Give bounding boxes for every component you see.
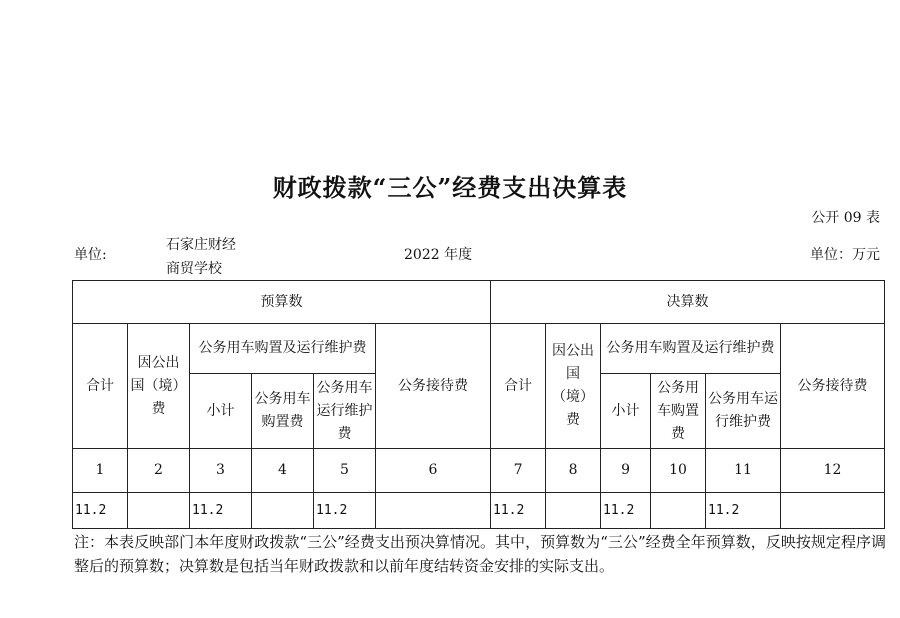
budget-total-header: 合计 (73, 324, 128, 449)
value-cell (128, 493, 190, 529)
abroad-line-3: 费 (566, 412, 581, 428)
budget-subtotal-header: 小计 (190, 374, 252, 449)
abroad-line-1: 因公出 (137, 354, 180, 371)
form-number: 公开 09 表 (811, 210, 880, 226)
col-number: 10 (651, 449, 706, 493)
final-total-header: 合计 (491, 324, 546, 449)
budget-car-operation-header: 公务用车运行维护费 (314, 374, 376, 449)
value-cell: 11.2 (491, 493, 546, 529)
abroad-line-2: 国（境） (552, 366, 595, 405)
budget-header: 预算数 (73, 281, 491, 324)
value-cell (252, 493, 314, 529)
abroad-line-2: 国（境） (130, 377, 187, 394)
final-header: 决算数 (491, 281, 885, 324)
budget-car-purchase-header: 公务用车购置费 (252, 374, 314, 449)
fiscal-year: 2022 年度 (404, 247, 473, 263)
final-reception-header: 公务接待费 (781, 324, 885, 449)
footnote: 注：本表反映部门本年度财政拨款“三公”经费支出预决算情况。其中，预算数为“三公”经费全年预算数，反映按规定程序调整后的预算数；决算数是包括当年财政拨款和以前年度结转资金安排的实际支出。 (74, 533, 886, 575)
budget-abroad-header (128, 324, 190, 449)
budget-reception-header: 公务接待费 (376, 324, 491, 449)
col-number: 2 (128, 449, 190, 493)
abroad-line-3: 费 (151, 400, 166, 417)
unit-label: 单位: (74, 247, 107, 263)
col-number: 6 (376, 449, 491, 493)
unit-name (166, 233, 236, 281)
final-car-operation-header: 公务用车运行维护费 (706, 374, 781, 449)
value-cell (376, 493, 491, 529)
final-car-purchase-header: 公务用车购置费 (651, 374, 706, 449)
value-cell (781, 493, 885, 529)
value-cell: 11.2 (73, 493, 128, 529)
expense-table (72, 280, 885, 529)
abroad-line-1: 因公出 (552, 343, 595, 359)
value-cell (546, 493, 601, 529)
final-abroad-header (546, 324, 601, 449)
money-unit: 单位：万元 (810, 247, 880, 263)
unit-name-line2: 商贸学校 (166, 261, 222, 277)
value-cell: 11.2 (314, 493, 376, 529)
col-number: 12 (781, 449, 885, 493)
col-number: 3 (190, 449, 252, 493)
page-title: 财政拨款“三公”经费支出决算表 (272, 173, 628, 202)
col-number: 11 (706, 449, 781, 493)
value-cell: 11.2 (601, 493, 651, 529)
col-number: 1 (73, 449, 128, 493)
col-number: 4 (252, 449, 314, 493)
final-subtotal-header: 小计 (601, 374, 651, 449)
col-number: 5 (314, 449, 376, 493)
final-car-group-header: 公务用车购置及运行维护费 (601, 324, 781, 374)
unit-name-line1: 石家庄财经 (166, 237, 236, 253)
value-cell: 11.2 (190, 493, 252, 529)
col-number: 9 (601, 449, 651, 493)
col-number: 7 (491, 449, 546, 493)
value-cell: 11.2 (706, 493, 781, 529)
col-number: 8 (546, 449, 601, 493)
value-cell (651, 493, 706, 529)
budget-car-group-header: 公务用车购置及运行维护费 (190, 324, 376, 374)
